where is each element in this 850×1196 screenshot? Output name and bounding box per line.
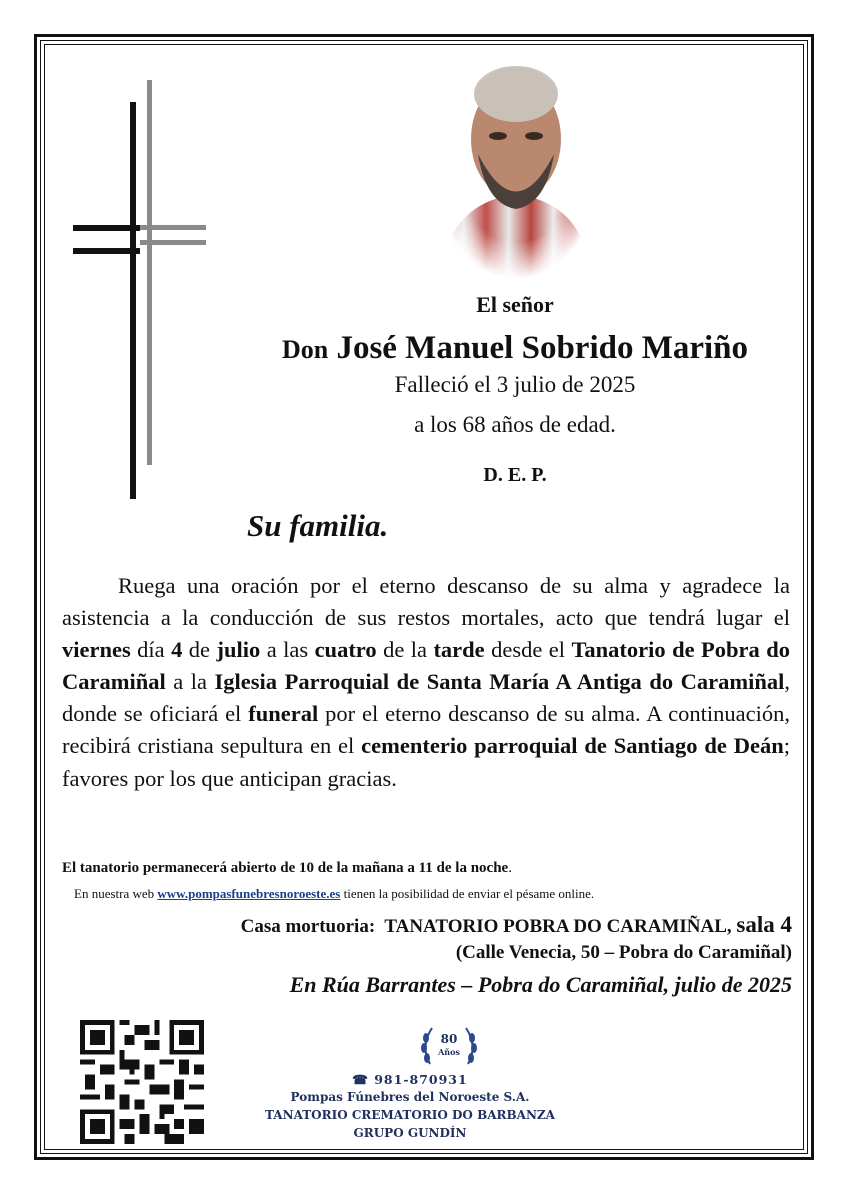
death-date: Falleció el 3 julio de 2025 — [394, 372, 636, 397]
funeral-home: Casa mortuoria: TANATORIO POBRA DO CARAMIÑAL, sala 4 — [240, 912, 792, 937]
place-date: En Rúa Barrantes – Pobra do Caramiñal, julio de 2025 — [289, 972, 792, 997]
phone: ☎ 981-870931 — [352, 1072, 468, 1087]
full-name: José Manuel Sobrido Mariño — [336, 330, 749, 366]
opening-hours: El tanatorio permanecerá abierto de 10 de la mañana a 11 de la noche. — [62, 860, 512, 876]
announcement-text: Ruega una oración por el eterno descanso de su alma y agradece la asistencia a la conducción de sus restos mortales, acto que tendrá lugar el viernes día 4 de julio a las cuatro de la tarde desde el Tanatorio de Pobra do Caramiñal a la Iglesia Parroquial de Santa María A Antiga do Caramiñal, donde se oficiará el funeral por el eterno descanso de su alma. A continuación, recibirá cristiana sepultura en el cementerio parroquial de Santiago de Deán; favores por los que anticipan gracias. — [62, 573, 790, 791]
honorific: Don — [281, 335, 329, 364]
deceased-name — [250, 330, 780, 367]
badge-text: Años — [438, 1047, 460, 1057]
qr-code[interactable] — [80, 1020, 204, 1144]
company-name: Pompas Fúnebres del Noroeste S.A. — [290, 1090, 530, 1104]
company-group: GRUPO GUNDÍN — [353, 1126, 467, 1140]
rip: D. E. P. — [483, 464, 547, 486]
company-tanatorio: TANATORIO CREMATORIO DO BARBANZA — [265, 1108, 555, 1122]
phone-icon: ☎ — [352, 1072, 369, 1087]
deceased-portrait — [436, 54, 596, 279]
title-prefix: El señor — [476, 292, 554, 317]
badge-number: 80 — [440, 1032, 458, 1046]
website-link[interactable]: www.pompasfunebresnoroeste.es — [157, 886, 341, 901]
web-note: En nuestra web www.pompasfunebresnoroeste.es tienen la posibilidad de enviar el pésame online. — [74, 886, 595, 901]
age: a los 68 años de edad. — [414, 412, 616, 437]
family-heading: Su familia. — [247, 508, 389, 543]
anniversary-badge — [418, 1018, 480, 1074]
funeral-home-address: (Calle Venecia, 50 – Pobra do Caramiñal) — [455, 942, 792, 963]
cross-icon — [70, 80, 210, 505]
